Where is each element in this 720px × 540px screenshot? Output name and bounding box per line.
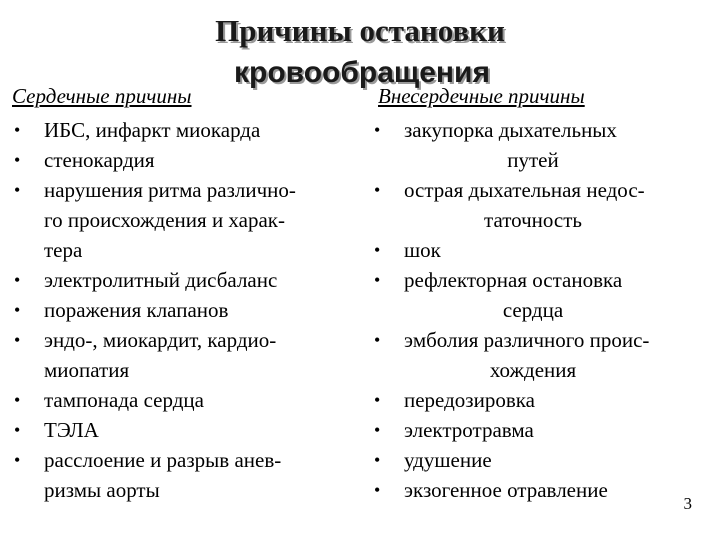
list-item <box>372 415 692 445</box>
list-item-text: поражения клапанов <box>44 298 229 322</box>
bullet-icon: • <box>14 120 21 140</box>
bullet-icon: • <box>374 180 381 200</box>
list-item-text: электролитный дисбаланс <box>44 268 278 292</box>
list-item <box>12 445 348 505</box>
noncardiac-causes-list <box>372 115 692 505</box>
list-item <box>12 415 348 445</box>
list-item-text: ТЭЛА <box>44 418 99 442</box>
bullet-icon: • <box>374 420 381 440</box>
list-item-continuation: ризмы аорты <box>44 478 160 502</box>
slide-title-line-1: Причины остановки <box>215 13 505 48</box>
bullet-icon: • <box>14 150 21 170</box>
list-item <box>12 265 348 295</box>
list-item <box>372 265 692 325</box>
list-item-text: шок <box>404 238 441 262</box>
list-item-continuation: тера <box>44 238 83 262</box>
bullet-icon: • <box>374 120 381 140</box>
list-item <box>372 385 692 415</box>
slide-title-line-2: кровообращения <box>234 56 490 89</box>
list-item-continuation: миопатия <box>44 358 130 382</box>
bullet-icon: • <box>374 390 381 410</box>
list-item-text: ИБС, инфаркт миокарда <box>44 118 261 142</box>
list-item-text: экзогенное отравление <box>404 478 608 502</box>
bullet-icon: • <box>374 270 381 290</box>
list-item-text: нарушения ритма различно- <box>44 178 296 202</box>
list-item-text: острая дыхательная недос- <box>404 178 645 202</box>
list-item <box>372 475 692 505</box>
list-item <box>12 175 348 265</box>
list-item <box>372 325 692 385</box>
list-item-text: эмболия различного проис- <box>404 328 650 352</box>
bullet-icon: • <box>14 450 21 470</box>
bullet-icon: • <box>14 390 21 410</box>
list-item-text: тампонада сердца <box>44 388 204 412</box>
bullet-icon: • <box>14 300 21 320</box>
list-item-text: электротравма <box>404 418 534 442</box>
list-item-text: рефлекторная остановка <box>404 268 623 292</box>
bullet-icon: • <box>374 450 381 470</box>
list-item <box>12 325 348 385</box>
list-item-text: эндо-, миокардит, кардио- <box>44 328 277 352</box>
cardiac-causes-heading: Сердечные причины <box>12 84 192 108</box>
page-number: 3 <box>683 494 692 513</box>
list-item <box>12 115 348 145</box>
bullet-icon: • <box>374 240 381 260</box>
cardiac-causes-list <box>12 115 348 505</box>
list-item <box>372 235 692 265</box>
list-item <box>372 115 692 175</box>
list-item-text: передозировка <box>404 388 535 412</box>
list-item-text: закупорка дыхательных <box>404 118 617 142</box>
noncardiac-causes-heading: Внесердечные причины <box>378 84 585 108</box>
bullet-icon: • <box>14 180 21 200</box>
bullet-icon: • <box>14 330 21 350</box>
list-item-text: расслоение и разрыв анев- <box>44 448 282 472</box>
list-item-continuation: путей <box>507 148 559 172</box>
list-item-continuation: го происхождения и харак- <box>44 208 285 232</box>
list-item-continuation: таточность <box>484 208 582 232</box>
list-item <box>12 145 348 175</box>
list-item <box>372 175 692 235</box>
bullet-icon: • <box>374 480 381 500</box>
list-item-text: удушение <box>404 448 492 472</box>
list-item-continuation: сердца <box>502 298 564 322</box>
list-item <box>12 295 348 325</box>
list-item-continuation: хождения <box>489 358 577 382</box>
bullet-icon: • <box>374 330 381 350</box>
list-item-text: стенокардия <box>44 148 155 172</box>
list-item <box>12 385 348 415</box>
bullet-icon: • <box>14 420 21 440</box>
bullet-icon: • <box>14 270 21 290</box>
list-item <box>372 445 692 475</box>
